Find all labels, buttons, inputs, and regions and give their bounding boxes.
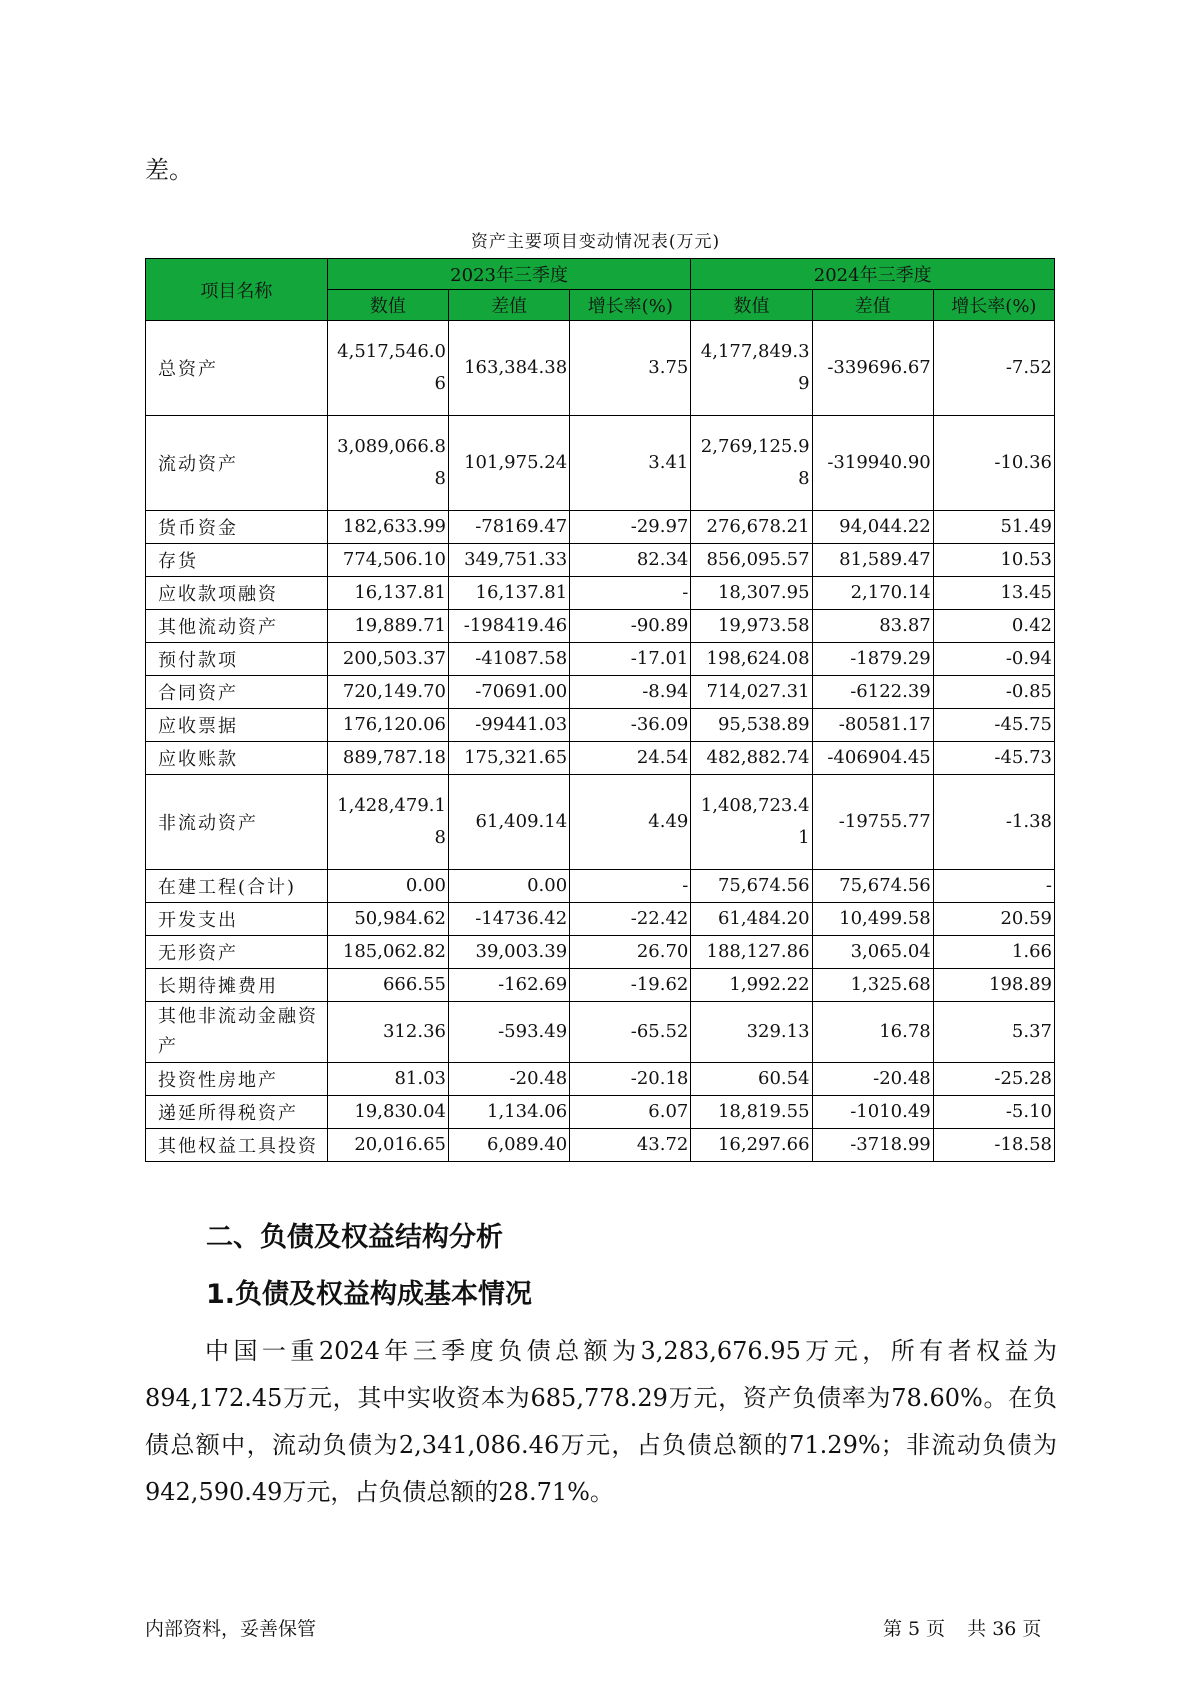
cell-r23: 26.70 [570,936,691,969]
footer-total-pages: 36 [992,1618,1017,1640]
header-rate-2024: 增长率(%) [933,290,1054,321]
cell-v23: 176,120.06 [327,709,448,742]
header-value-2024: 数值 [691,290,812,321]
cell-d24: 1,325.68 [812,969,933,1002]
body-paragraph: 中国一重2024年三季度负债总额为3,283,676.95万元，所有者权益为894,172.45万元，其中实收资本为685,778.29万元，资产负债率为78.60%。在负债总额中，流动负债为2,341,086.46万元，占负债总额的71.29%；非流动负债为942,590.49万元，占负债总额的28.71%。 [145,1337,1057,1506]
header-period-2023: 2023年三季度 [327,259,691,290]
cell-d24: 16.78 [812,1002,933,1063]
cell-v23: 19,830.04 [327,1096,448,1129]
cell-r23: -20.18 [570,1063,691,1096]
table-row [146,870,1055,903]
cell-d23: -20.48 [448,1063,569,1096]
cell-v24: 198,624.08 [691,643,812,676]
cell-d23: 0.00 [448,870,569,903]
cell-v24: 19,973.58 [691,610,812,643]
row-item-name: 其他流动资产 [146,610,328,643]
cell-r23: -22.42 [570,903,691,936]
cell-r24: -1.38 [933,775,1054,870]
footer-confidential: 内部资料，妥善保管 [145,1618,317,1640]
cell-r24: 13.45 [933,577,1054,610]
row-item-name: 流动资产 [146,416,328,511]
cell-r23: - [570,577,691,610]
cell-r23: - [570,870,691,903]
cell-r24: -25.28 [933,1063,1054,1096]
footer-total-suffix: 页 [1022,1618,1042,1640]
row-item-name: 预付款项 [146,643,328,676]
row-item-name: 合同资产 [146,676,328,709]
footer-total-prefix: 共 [967,1618,987,1640]
cell-r24: 10.53 [933,544,1054,577]
cell-d23: 101,975.24 [448,416,569,511]
row-item-name: 存货 [146,544,328,577]
cell-r24: 51.49 [933,511,1054,544]
table-row [146,321,1055,416]
cell-r23: -8.94 [570,676,691,709]
cell-r24: 20.59 [933,903,1054,936]
cell-v23: 3,089,066.88 [327,416,448,511]
footer-page-info [883,1614,1047,1641]
cell-r24: -0.85 [933,676,1054,709]
cell-d23: -99441.03 [448,709,569,742]
cell-d24: 94,044.22 [812,511,933,544]
table-row [146,676,1055,709]
cell-d24: 2,170.14 [812,577,933,610]
cell-v23: 50,984.62 [327,903,448,936]
table-row [146,544,1055,577]
row-item-name: 应收票据 [146,709,328,742]
table-row [146,969,1055,1002]
row-item-name: 其他权益工具投资 [146,1129,328,1162]
cell-v23: 1,428,479.18 [327,775,448,870]
cell-d24: -319940.90 [812,416,933,511]
cell-d24: -339696.67 [812,321,933,416]
cell-d24: -20.48 [812,1063,933,1096]
cell-r24: -10.36 [933,416,1054,511]
cell-r24: 1.66 [933,936,1054,969]
table-row [146,1002,1055,1063]
cell-r24: - [933,870,1054,903]
cell-v23: 20,016.65 [327,1129,448,1162]
cell-d23: -41087.58 [448,643,569,676]
table-row [146,742,1055,775]
cell-d24: 10,499.58 [812,903,933,936]
row-item-name: 投资性房地产 [146,1063,328,1096]
row-item-name: 应收款项融资 [146,577,328,610]
row-item-name: 开发支出 [146,903,328,936]
cell-v24: 329.13 [691,1002,812,1063]
table-caption: 资产主要项目变动情况表(万元) [470,232,721,252]
cell-v24: 188,127.86 [691,936,812,969]
cell-v23: 0.00 [327,870,448,903]
cell-d24: 75,674.56 [812,870,933,903]
cell-r24: 0.42 [933,610,1054,643]
cell-r23: 82.34 [570,544,691,577]
cell-v24: 4,177,849.39 [691,321,812,416]
section-heading: 二、负债及权益结构分析 [206,1222,503,1253]
cell-d24: 81,589.47 [812,544,933,577]
cell-d23: 349,751.33 [448,544,569,577]
cell-r23: -17.01 [570,643,691,676]
header-diff-2024: 差值 [812,290,933,321]
cell-r24: 198.89 [933,969,1054,1002]
cell-r23: 3.41 [570,416,691,511]
row-item-name: 应收账款 [146,742,328,775]
row-item-name: 递延所得税资产 [146,1096,328,1129]
cell-v23: 4,517,546.06 [327,321,448,416]
table-row [146,511,1055,544]
cell-d24: -406904.45 [812,742,933,775]
cell-v23: 16,137.81 [327,577,448,610]
cell-v24: 714,027.31 [691,676,812,709]
cell-v24: 2,769,125.98 [691,416,812,511]
cell-r23: 6.07 [570,1096,691,1129]
cell-r23: 43.72 [570,1129,691,1162]
table-row [146,610,1055,643]
row-item-name: 货币资金 [146,511,328,544]
cell-d23: 1,134.06 [448,1096,569,1129]
cell-v23: 81.03 [327,1063,448,1096]
table-body [146,321,1055,1162]
cell-r24: -0.94 [933,643,1054,676]
cell-d24: -6122.39 [812,676,933,709]
asset-change-table [145,258,1055,1162]
table-row [146,936,1055,969]
cell-r24: -18.58 [933,1129,1054,1162]
cell-r23: -65.52 [570,1002,691,1063]
table-row [146,903,1055,936]
cell-r24: -5.10 [933,1096,1054,1129]
table-row [146,1096,1055,1129]
cell-r24: -45.75 [933,709,1054,742]
table-row [146,1129,1055,1162]
table-row [146,1063,1055,1096]
cell-d23: -593.49 [448,1002,569,1063]
cell-v24: 16,297.66 [691,1129,812,1162]
cell-d23: -14736.42 [448,903,569,936]
cell-v24: 95,538.89 [691,709,812,742]
cell-v24: 276,678.21 [691,511,812,544]
cell-d23: 61,409.14 [448,775,569,870]
table-row [146,775,1055,870]
cell-d23: 6,089.40 [448,1129,569,1162]
row-item-name: 非流动资产 [146,775,328,870]
cell-v24: 1,992.22 [691,969,812,1002]
cell-d23: 39,003.39 [448,936,569,969]
cell-r23: -19.62 [570,969,691,1002]
cell-v23: 182,633.99 [327,511,448,544]
row-item-name: 在建工程(合计) [146,870,328,903]
cell-d23: -70691.00 [448,676,569,709]
subsection-heading: 1.负债及权益构成基本情况 [206,1279,533,1310]
cell-d24: -3718.99 [812,1129,933,1162]
header-value-2023: 数值 [327,290,448,321]
table-row [146,577,1055,610]
cell-v23: 200,503.37 [327,643,448,676]
cell-d23: 16,137.81 [448,577,569,610]
cell-d23: -162.69 [448,969,569,1002]
cell-v23: 666.55 [327,969,448,1002]
lead-text: 差。 [145,156,193,184]
cell-r23: 4.49 [570,775,691,870]
cell-r23: -36.09 [570,709,691,742]
row-item-name: 总资产 [146,321,328,416]
table-row [146,709,1055,742]
header-rate-2023: 增长率(%) [570,290,691,321]
cell-d23: 175,321.65 [448,742,569,775]
cell-d24: 83.87 [812,610,933,643]
cell-v24: 18,307.95 [691,577,812,610]
table-row [146,643,1055,676]
table-row [146,416,1055,511]
cell-v24: 61,484.20 [691,903,812,936]
cell-d24: -19755.77 [812,775,933,870]
cell-v23: 720,149.70 [327,676,448,709]
footer-page-number: 5 [908,1618,921,1640]
cell-v23: 312.36 [327,1002,448,1063]
row-item-name: 其他非流动金融资产 [146,1002,328,1063]
footer-page-suffix: 页 [926,1618,946,1640]
cell-r23: -90.89 [570,610,691,643]
cell-r24: -7.52 [933,321,1054,416]
cell-d24: -80581.17 [812,709,933,742]
footer-page-prefix: 第 [883,1618,903,1640]
cell-d24: 3,065.04 [812,936,933,969]
cell-v24: 1,408,723.41 [691,775,812,870]
cell-v24: 856,095.57 [691,544,812,577]
cell-v24: 18,819.55 [691,1096,812,1129]
cell-v23: 19,889.71 [327,610,448,643]
cell-d24: -1010.49 [812,1096,933,1129]
cell-r23: 3.75 [570,321,691,416]
cell-d24: -1879.29 [812,643,933,676]
header-period-2024: 2024年三季度 [691,259,1055,290]
cell-r23: 24.54 [570,742,691,775]
cell-d23: 163,384.38 [448,321,569,416]
cell-v24: 482,882.74 [691,742,812,775]
header-diff-2023: 差值 [448,290,569,321]
row-item-name: 无形资产 [146,936,328,969]
header-item-name: 项目名称 [146,259,328,321]
row-item-name: 长期待摊费用 [146,969,328,1002]
cell-v23: 889,787.18 [327,742,448,775]
cell-r24: 5.37 [933,1002,1054,1063]
cell-v24: 60.54 [691,1063,812,1096]
cell-d23: -198419.46 [448,610,569,643]
cell-r24: -45.73 [933,742,1054,775]
cell-v23: 185,062.82 [327,936,448,969]
cell-r23: -29.97 [570,511,691,544]
cell-d23: -78169.47 [448,511,569,544]
cell-v24: 75,674.56 [691,870,812,903]
cell-v23: 774,506.10 [327,544,448,577]
